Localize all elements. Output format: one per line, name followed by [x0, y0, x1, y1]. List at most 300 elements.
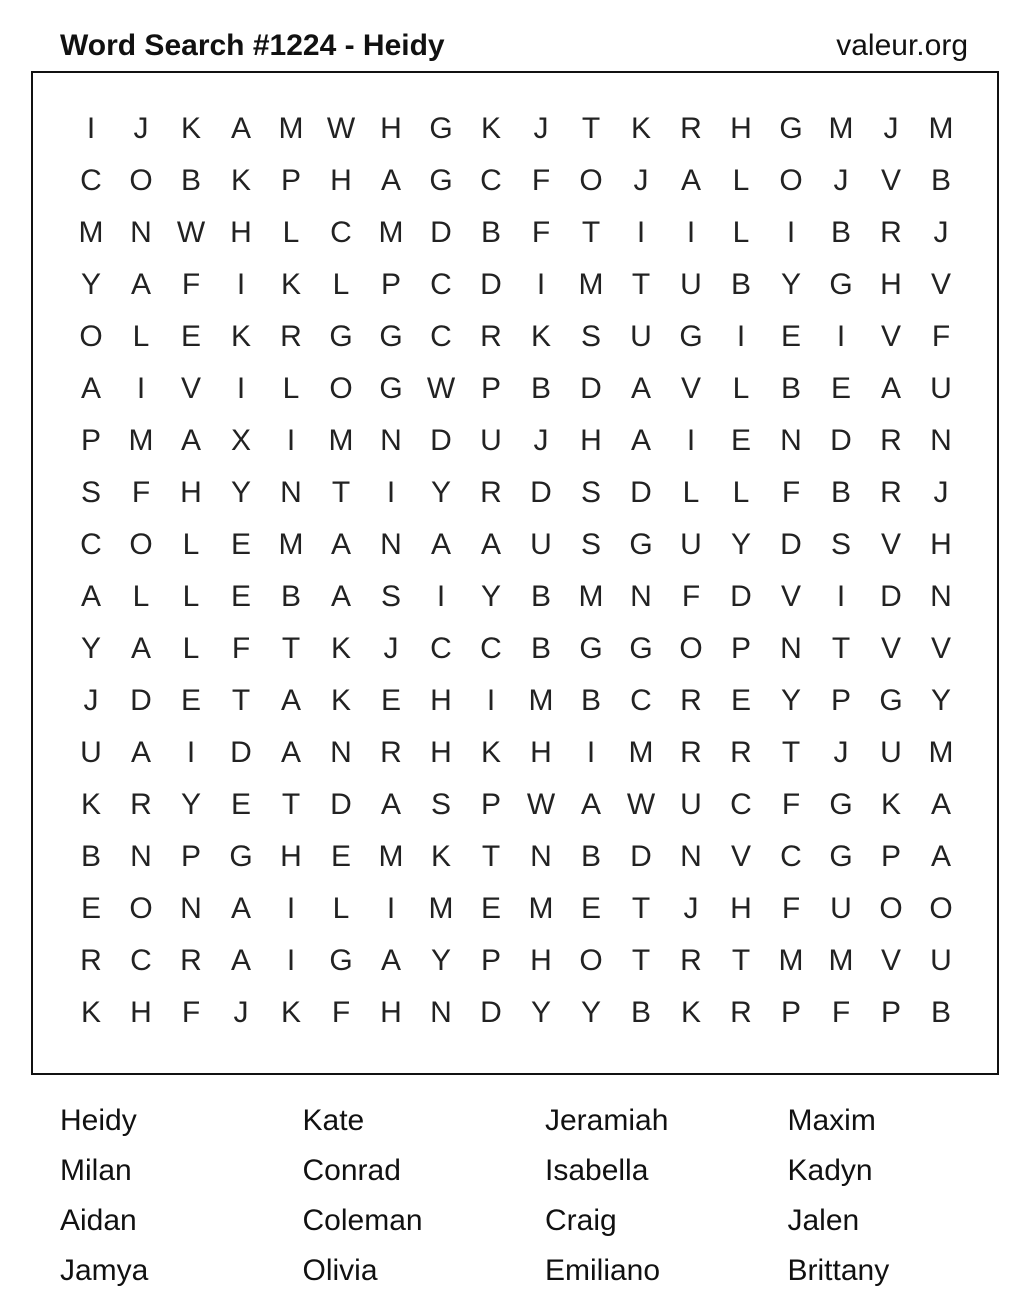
grid-letter[interactable]: L	[732, 216, 750, 249]
grid-letter[interactable]: A	[280, 684, 301, 717]
grid-letter[interactable]: T	[581, 216, 601, 249]
grid-letter[interactable]: N	[930, 580, 952, 613]
grid-letter[interactable]: W	[176, 216, 206, 249]
grid-letter[interactable]: E	[730, 424, 751, 457]
grid-letter[interactable]: F	[781, 788, 801, 821]
grid-letter[interactable]: V	[880, 320, 901, 353]
grid-letter[interactable]: L	[132, 320, 150, 353]
grid-letter[interactable]: X	[230, 424, 251, 457]
grid-letter[interactable]: G	[679, 320, 703, 353]
grid-letter[interactable]: R	[180, 944, 202, 977]
grid-letter[interactable]: U	[80, 736, 102, 769]
grid-letter[interactable]: L	[332, 268, 350, 301]
grid-letter[interactable]: M	[578, 580, 604, 613]
grid-letter[interactable]: R	[280, 320, 302, 353]
grid-letter[interactable]: M	[828, 112, 854, 145]
grid-letter[interactable]: K	[680, 996, 701, 1029]
grid-letter[interactable]: F	[181, 268, 201, 301]
grid-letter[interactable]: I	[436, 580, 446, 613]
grid-letter[interactable]: R	[680, 684, 702, 717]
grid-letter[interactable]: N	[430, 996, 452, 1029]
grid-letter[interactable]: O	[329, 372, 353, 405]
grid-letter[interactable]: C	[430, 632, 452, 665]
grid-letter[interactable]: U	[680, 268, 702, 301]
grid-letter[interactable]: C	[80, 528, 102, 561]
grid-letter[interactable]: Y	[780, 684, 801, 717]
grid-letter[interactable]: G	[579, 632, 603, 665]
grid-letter[interactable]: N	[280, 476, 302, 509]
grid-letter[interactable]: O	[579, 164, 603, 197]
grid-letter[interactable]: A	[330, 580, 351, 613]
grid-letter[interactable]: E	[180, 320, 201, 353]
grid-letter[interactable]: B	[830, 476, 851, 509]
grid-letter[interactable]: E	[380, 684, 401, 717]
grid-letter[interactable]: A	[230, 944, 251, 977]
grid-letter[interactable]: G	[429, 164, 453, 197]
grid-letter[interactable]: J	[533, 112, 549, 145]
grid-letter[interactable]: Y	[730, 528, 751, 561]
grid-letter[interactable]: Y	[430, 944, 451, 977]
grid-letter[interactable]: G	[229, 840, 253, 873]
grid-letter[interactable]: J	[233, 996, 249, 1029]
grid-letter[interactable]: R	[380, 736, 402, 769]
grid-letter[interactable]: B	[580, 840, 601, 873]
grid-letter[interactable]: R	[80, 944, 102, 977]
grid-letter[interactable]: A	[430, 528, 451, 561]
grid-letter[interactable]: O	[129, 164, 153, 197]
grid-letter[interactable]: M	[528, 684, 554, 717]
grid-letter[interactable]: K	[530, 320, 551, 353]
grid-letter[interactable]: M	[428, 892, 454, 925]
grid-letter[interactable]: W	[626, 788, 656, 821]
grid-letter[interactable]: V	[780, 580, 801, 613]
grid-letter[interactable]: J	[633, 164, 649, 197]
grid-letter[interactable]: H	[130, 996, 152, 1029]
grid-letter[interactable]: W	[426, 372, 456, 405]
grid-letter[interactable]: W	[326, 112, 356, 145]
grid-letter[interactable]: F	[831, 996, 851, 1029]
grid-letter[interactable]: U	[880, 736, 902, 769]
grid-letter[interactable]: D	[480, 996, 502, 1029]
grid-letter[interactable]: T	[231, 684, 251, 717]
grid-letter[interactable]: I	[636, 216, 646, 249]
grid-letter[interactable]: N	[380, 528, 402, 561]
grid-letter[interactable]: B	[180, 164, 201, 197]
grid-letter[interactable]: N	[130, 216, 152, 249]
grid-letter[interactable]: Y	[80, 632, 101, 665]
grid-letter[interactable]: K	[80, 788, 101, 821]
grid-letter[interactable]: L	[282, 216, 300, 249]
grid-letter[interactable]: Y	[780, 268, 801, 301]
grid-letter[interactable]: W	[526, 788, 556, 821]
grid-letter[interactable]: I	[536, 268, 546, 301]
grid-letter[interactable]: E	[830, 372, 851, 405]
grid-letter[interactable]: C	[430, 320, 452, 353]
grid-letter[interactable]: E	[230, 788, 251, 821]
grid-letter[interactable]: S	[830, 528, 851, 561]
grid-letter[interactable]: G	[829, 788, 853, 821]
grid-letter[interactable]: R	[730, 736, 752, 769]
grid-letter[interactable]: N	[630, 580, 652, 613]
grid-letter[interactable]: U	[680, 788, 702, 821]
grid-letter[interactable]: D	[630, 476, 652, 509]
grid-letter[interactable]: M	[778, 944, 804, 977]
grid-letter[interactable]: L	[182, 632, 200, 665]
grid-letter[interactable]: G	[779, 112, 803, 145]
grid-letter[interactable]: P	[380, 268, 401, 301]
grid-letter[interactable]: D	[630, 840, 652, 873]
grid-letter[interactable]: V	[880, 528, 901, 561]
grid-letter[interactable]: T	[731, 944, 751, 977]
grid-letter[interactable]: A	[130, 268, 151, 301]
grid-letter[interactable]: G	[429, 112, 453, 145]
grid-letter[interactable]: H	[430, 736, 452, 769]
grid-letter[interactable]: K	[280, 996, 301, 1029]
grid-letter[interactable]: R	[880, 216, 902, 249]
grid-letter[interactable]: B	[530, 632, 551, 665]
grid-letter[interactable]: H	[930, 528, 952, 561]
grid-letter[interactable]: B	[280, 580, 301, 613]
grid-letter[interactable]: H	[180, 476, 202, 509]
grid-letter[interactable]: V	[930, 268, 951, 301]
grid-letter[interactable]: C	[730, 788, 752, 821]
grid-letter[interactable]: E	[80, 892, 101, 925]
grid-letter[interactable]: G	[379, 320, 403, 353]
grid-letter[interactable]: I	[386, 892, 396, 925]
grid-letter[interactable]: R	[130, 788, 152, 821]
grid-letter[interactable]: I	[236, 268, 246, 301]
grid-letter[interactable]: I	[186, 736, 196, 769]
grid-letter[interactable]: M	[78, 216, 104, 249]
grid-letter[interactable]: V	[680, 372, 701, 405]
grid-letter[interactable]: N	[330, 736, 352, 769]
grid-letter[interactable]: D	[830, 424, 852, 457]
grid-letter[interactable]: C	[430, 268, 452, 301]
grid-letter[interactable]: M	[928, 112, 954, 145]
grid-letter[interactable]: P	[480, 788, 501, 821]
grid-letter[interactable]: D	[780, 528, 802, 561]
grid-letter[interactable]: T	[331, 476, 351, 509]
grid-letter[interactable]: A	[330, 528, 351, 561]
grid-letter[interactable]: N	[680, 840, 702, 873]
grid-letter[interactable]: B	[530, 580, 551, 613]
grid-letter[interactable]: C	[630, 684, 652, 717]
grid-letter[interactable]: M	[578, 268, 604, 301]
grid-letter[interactable]: I	[486, 684, 496, 717]
grid-letter[interactable]: R	[480, 320, 502, 353]
grid-letter[interactable]: H	[380, 112, 402, 145]
grid-letter[interactable]: P	[880, 840, 901, 873]
grid-letter[interactable]: T	[481, 840, 501, 873]
grid-letter[interactable]: U	[930, 372, 952, 405]
grid-letter[interactable]: A	[230, 892, 251, 925]
grid-letter[interactable]: S	[430, 788, 451, 821]
grid-letter[interactable]: S	[380, 580, 401, 613]
grid-letter[interactable]: F	[331, 996, 351, 1029]
grid-letter[interactable]: D	[430, 216, 452, 249]
grid-letter[interactable]: T	[631, 944, 651, 977]
grid-letter[interactable]: A	[480, 528, 501, 561]
grid-letter[interactable]: I	[136, 372, 146, 405]
grid-letter[interactable]: T	[281, 788, 301, 821]
grid-letter[interactable]: G	[829, 840, 853, 873]
grid-letter[interactable]: M	[328, 424, 354, 457]
grid-letter[interactable]: N	[130, 840, 152, 873]
grid-letter[interactable]: K	[80, 996, 101, 1029]
grid-letter[interactable]: G	[329, 944, 353, 977]
grid-letter[interactable]: N	[180, 892, 202, 925]
grid-letter[interactable]: B	[780, 372, 801, 405]
grid-letter[interactable]: K	[180, 112, 201, 145]
grid-letter[interactable]: S	[80, 476, 101, 509]
grid-letter[interactable]: O	[779, 164, 803, 197]
grid-letter[interactable]: H	[730, 892, 752, 925]
grid-letter[interactable]: H	[330, 164, 352, 197]
grid-letter[interactable]: U	[480, 424, 502, 457]
grid-letter[interactable]: V	[180, 372, 201, 405]
grid-letter[interactable]: A	[580, 788, 601, 821]
grid-letter[interactable]: R	[680, 736, 702, 769]
grid-letter[interactable]: C	[480, 632, 502, 665]
grid-letter[interactable]: A	[280, 736, 301, 769]
grid-letter[interactable]: K	[480, 736, 501, 769]
grid-letter[interactable]: F	[531, 216, 551, 249]
grid-letter[interactable]: J	[383, 632, 399, 665]
grid-letter[interactable]: J	[533, 424, 549, 457]
grid-letter[interactable]: Y	[180, 788, 201, 821]
grid-letter[interactable]: A	[680, 164, 701, 197]
grid-letter[interactable]: A	[380, 944, 401, 977]
grid-letter[interactable]: A	[930, 840, 951, 873]
grid-letter[interactable]: E	[230, 528, 251, 561]
grid-letter[interactable]: H	[730, 112, 752, 145]
grid-letter[interactable]: A	[380, 164, 401, 197]
grid-letter[interactable]: I	[836, 320, 846, 353]
grid-letter[interactable]: N	[930, 424, 952, 457]
grid-letter[interactable]: P	[780, 996, 801, 1029]
grid-letter[interactable]: G	[879, 684, 903, 717]
grid-letter[interactable]: Y	[80, 268, 101, 301]
grid-letter[interactable]: N	[380, 424, 402, 457]
grid-letter[interactable]: M	[528, 892, 554, 925]
grid-letter[interactable]: V	[880, 632, 901, 665]
grid-letter[interactable]: P	[830, 684, 851, 717]
grid-letter[interactable]: B	[630, 996, 651, 1029]
grid-letter[interactable]: U	[930, 944, 952, 977]
grid-letter[interactable]: J	[833, 736, 849, 769]
grid-letter[interactable]: D	[480, 268, 502, 301]
grid-letter[interactable]: D	[580, 372, 602, 405]
grid-letter[interactable]: O	[879, 892, 903, 925]
grid-letter[interactable]: K	[430, 840, 451, 873]
grid-letter[interactable]: Y	[530, 996, 551, 1029]
grid-letter[interactable]: I	[86, 112, 96, 145]
grid-letter[interactable]: M	[278, 528, 304, 561]
grid-letter[interactable]: L	[182, 580, 200, 613]
grid-letter[interactable]: D	[530, 476, 552, 509]
grid-letter[interactable]: F	[931, 320, 951, 353]
grid-letter[interactable]: F	[181, 996, 201, 1029]
grid-letter[interactable]: O	[929, 892, 953, 925]
grid-letter[interactable]: P	[80, 424, 101, 457]
grid-letter[interactable]: I	[686, 424, 696, 457]
grid-letter[interactable]: A	[880, 372, 901, 405]
grid-letter[interactable]: M	[378, 216, 404, 249]
grid-letter[interactable]: C	[80, 164, 102, 197]
grid-letter[interactable]: J	[933, 216, 949, 249]
grid-letter[interactable]: E	[180, 684, 201, 717]
grid-letter[interactable]: B	[930, 164, 951, 197]
grid-letter[interactable]: A	[630, 424, 651, 457]
grid-letter[interactable]: G	[379, 372, 403, 405]
grid-letter[interactable]: I	[236, 372, 246, 405]
grid-letter[interactable]: O	[679, 632, 703, 665]
grid-letter[interactable]: R	[480, 476, 502, 509]
grid-letter[interactable]: H	[230, 216, 252, 249]
grid-letter[interactable]: C	[480, 164, 502, 197]
grid-letter[interactable]: I	[286, 944, 296, 977]
grid-letter[interactable]: R	[880, 476, 902, 509]
grid-letter[interactable]: I	[786, 216, 796, 249]
grid-letter[interactable]: C	[780, 840, 802, 873]
grid-letter[interactable]: H	[880, 268, 902, 301]
grid-letter[interactable]: K	[330, 684, 351, 717]
grid-letter[interactable]: M	[278, 112, 304, 145]
grid-letter[interactable]: N	[530, 840, 552, 873]
grid-letter[interactable]: K	[230, 164, 251, 197]
grid-letter[interactable]: V	[930, 632, 951, 665]
grid-letter[interactable]: N	[780, 424, 802, 457]
grid-letter[interactable]: L	[682, 476, 700, 509]
grid-letter[interactable]: J	[83, 684, 99, 717]
grid-letter[interactable]: A	[230, 112, 251, 145]
grid-letter[interactable]: K	[280, 268, 301, 301]
grid-letter[interactable]: H	[530, 944, 552, 977]
grid-letter[interactable]: Y	[430, 476, 451, 509]
grid-letter[interactable]: F	[531, 164, 551, 197]
grid-letter[interactable]: I	[386, 476, 396, 509]
grid-letter[interactable]: O	[129, 528, 153, 561]
grid-letter[interactable]: G	[329, 320, 353, 353]
grid-letter[interactable]: Y	[930, 684, 951, 717]
grid-letter[interactable]: Y	[580, 996, 601, 1029]
grid-letter[interactable]: J	[133, 112, 149, 145]
grid-letter[interactable]: A	[630, 372, 651, 405]
grid-letter[interactable]: B	[480, 216, 501, 249]
grid-letter[interactable]: L	[182, 528, 200, 561]
grid-letter[interactable]: J	[933, 476, 949, 509]
grid-letter[interactable]: U	[680, 528, 702, 561]
grid-letter[interactable]: K	[630, 112, 651, 145]
grid-letter[interactable]: L	[132, 580, 150, 613]
grid-letter[interactable]: B	[80, 840, 101, 873]
grid-letter[interactable]: P	[480, 944, 501, 977]
grid-letter[interactable]: A	[130, 632, 151, 665]
grid-letter[interactable]: F	[131, 476, 151, 509]
grid-letter[interactable]: P	[880, 996, 901, 1029]
grid-letter[interactable]: V	[880, 164, 901, 197]
grid-letter[interactable]: I	[586, 736, 596, 769]
grid-letter[interactable]: P	[280, 164, 301, 197]
grid-letter[interactable]: A	[180, 424, 201, 457]
grid-letter[interactable]: L	[282, 372, 300, 405]
grid-letter[interactable]: J	[883, 112, 899, 145]
grid-letter[interactable]: M	[828, 944, 854, 977]
grid-letter[interactable]: L	[332, 892, 350, 925]
grid-letter[interactable]: H	[580, 424, 602, 457]
grid-letter[interactable]: G	[829, 268, 853, 301]
grid-letter[interactable]: E	[330, 840, 351, 873]
grid-letter[interactable]: I	[686, 216, 696, 249]
grid-letter[interactable]: P	[180, 840, 201, 873]
grid-letter[interactable]: E	[730, 684, 751, 717]
grid-letter[interactable]: A	[130, 736, 151, 769]
grid-letter[interactable]: G	[629, 632, 653, 665]
grid-letter[interactable]: U	[830, 892, 852, 925]
grid-letter[interactable]: I	[286, 424, 296, 457]
grid-letter[interactable]: P	[730, 632, 751, 665]
grid-letter[interactable]: D	[230, 736, 252, 769]
grid-letter[interactable]: B	[530, 372, 551, 405]
grid-letter[interactable]: M	[628, 736, 654, 769]
grid-letter[interactable]: R	[680, 944, 702, 977]
grid-letter[interactable]: H	[280, 840, 302, 873]
grid-letter[interactable]: K	[230, 320, 251, 353]
grid-letter[interactable]: I	[286, 892, 296, 925]
grid-letter[interactable]: I	[736, 320, 746, 353]
grid-letter[interactable]: D	[130, 684, 152, 717]
grid-letter[interactable]: S	[580, 528, 601, 561]
grid-letter[interactable]: J	[833, 164, 849, 197]
grid-letter[interactable]: S	[580, 476, 601, 509]
grid-letter[interactable]: T	[631, 268, 651, 301]
grid-letter[interactable]: U	[530, 528, 552, 561]
grid-letter[interactable]: F	[781, 892, 801, 925]
grid-letter[interactable]: F	[781, 476, 801, 509]
grid-letter[interactable]: F	[231, 632, 251, 665]
grid-letter[interactable]: R	[680, 112, 702, 145]
grid-letter[interactable]: U	[630, 320, 652, 353]
grid-letter[interactable]: T	[781, 736, 801, 769]
grid-letter[interactable]: K	[880, 788, 901, 821]
grid-letter[interactable]: C	[130, 944, 152, 977]
grid-letter[interactable]: S	[580, 320, 601, 353]
grid-letter[interactable]: T	[281, 632, 301, 665]
grid-letter[interactable]: C	[330, 216, 352, 249]
grid-letter[interactable]: R	[730, 996, 752, 1029]
grid-letter[interactable]: B	[580, 684, 601, 717]
grid-letter[interactable]: H	[430, 684, 452, 717]
grid-letter[interactable]: A	[380, 788, 401, 821]
grid-letter[interactable]: T	[631, 892, 651, 925]
grid-letter[interactable]: G	[629, 528, 653, 561]
grid-letter[interactable]: J	[683, 892, 699, 925]
grid-letter[interactable]: B	[930, 996, 951, 1029]
grid-letter[interactable]: E	[780, 320, 801, 353]
grid-letter[interactable]: Y	[480, 580, 501, 613]
grid-letter[interactable]: Y	[230, 476, 251, 509]
grid-letter[interactable]: R	[880, 424, 902, 457]
grid-letter[interactable]: D	[880, 580, 902, 613]
grid-letter[interactable]: H	[380, 996, 402, 1029]
grid-letter[interactable]: E	[230, 580, 251, 613]
grid-letter[interactable]: A	[80, 372, 101, 405]
grid-letter[interactable]: P	[480, 372, 501, 405]
grid-letter[interactable]: H	[530, 736, 552, 769]
grid-letter[interactable]: D	[430, 424, 452, 457]
grid-letter[interactable]: O	[579, 944, 603, 977]
grid-letter[interactable]: E	[580, 892, 601, 925]
